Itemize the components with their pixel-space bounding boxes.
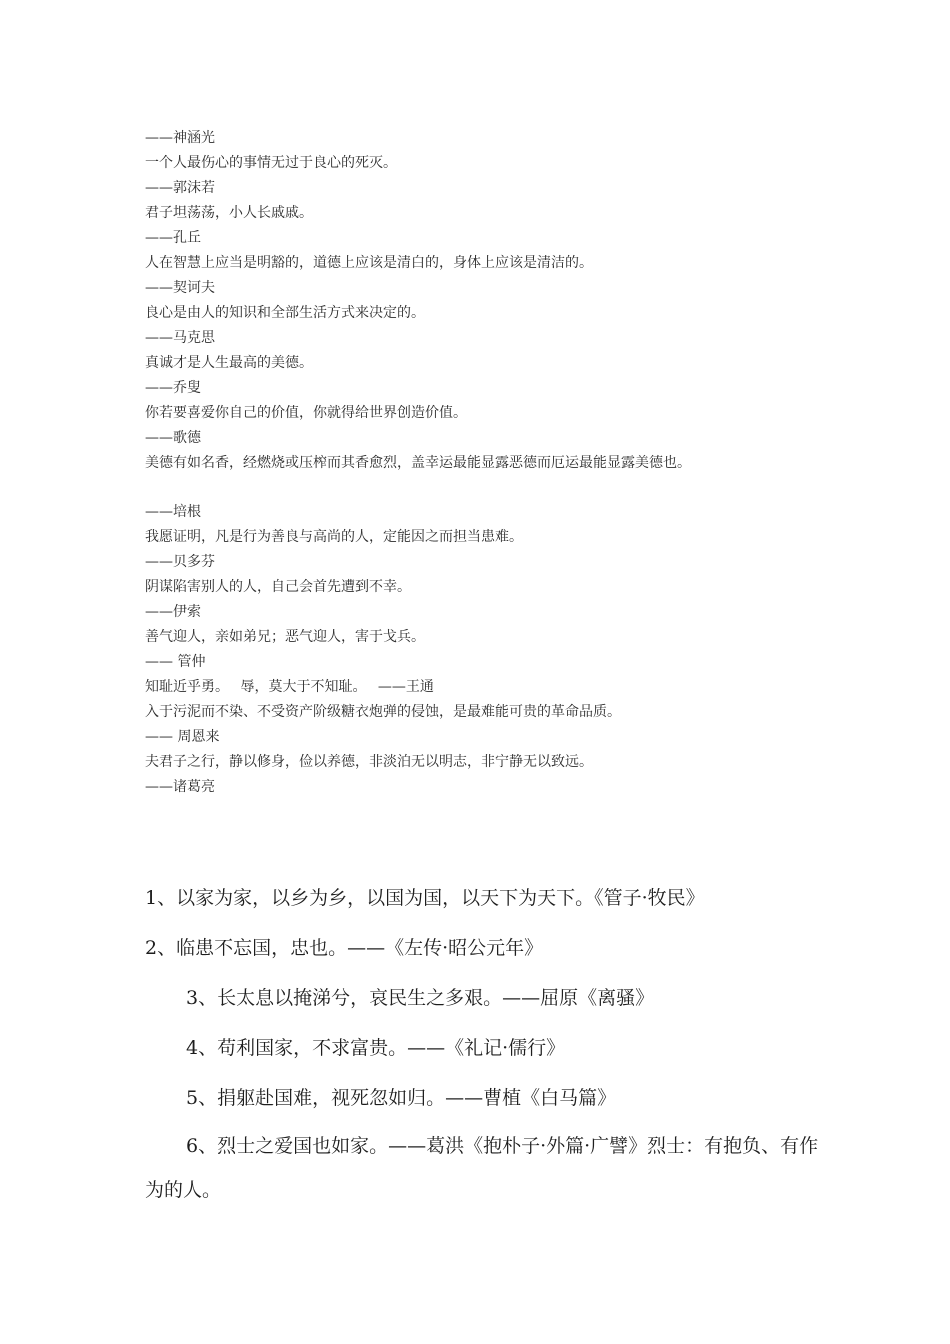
quote-attribution: ——诸葛亮 xyxy=(145,779,215,795)
list-item: 6、烈士之爱国也如家。——葛洪《抱朴子·外篇·广譬》烈士：有抱负、有作为的人。 xyxy=(145,1135,819,1201)
quote-text: 良心是由人的知识和全部生活方式来决定的。 xyxy=(145,305,425,321)
quote-text: 知耻近乎勇。 辱，莫大于不知耻。 ——王通 xyxy=(145,679,434,695)
quote-attribution: ——马克思 xyxy=(145,330,215,346)
list-item: 2、临患不忘国，忠也。——《左传·昭公元年》 xyxy=(145,937,544,959)
quote-text: 善气迎人，亲如弟兄；恶气迎人，害于戈兵。 xyxy=(145,629,425,645)
quote-attribution: —— 管仲 xyxy=(145,654,206,670)
quote-text: 阴谋陷害别人的人，自己会首先遭到不幸。 xyxy=(145,579,411,595)
patriotic-quotes-list xyxy=(145,874,825,1214)
quote-attribution: ——乔叟 xyxy=(145,380,201,396)
quote-text: 真诚才是人生最高的美德。 xyxy=(145,355,313,371)
quote-text: 人在智慧上应当是明豁的，道德上应该是清白的，身体上应该是清洁的。 xyxy=(145,255,593,271)
quote-attribution: ——伊索 xyxy=(145,604,201,620)
quotes-section xyxy=(145,126,845,800)
quote-attribution: ——孔丘 xyxy=(145,230,201,246)
quote-attribution: ——郭沫若 xyxy=(145,180,215,196)
quote-text: 一个人最伤心的事情无过于良心的死灭。 xyxy=(145,155,397,171)
quote-attribution: ——神涵光 xyxy=(145,130,215,146)
list-item: 4、苟利国家，不求富贵。——《礼记·儒行》 xyxy=(186,1037,566,1059)
quote-attribution: ——契诃夫 xyxy=(145,280,215,296)
quote-text: 我愿证明，凡是行为善良与高尚的人，定能因之而担当患难。 xyxy=(145,529,523,545)
list-item: 3、长太息以掩涕兮，哀民生之多艰。——屈原《离骚》 xyxy=(186,987,655,1009)
quote-text: 入于污泥而不染、不受资产阶级糖衣炮弹的侵蚀，是最难能可贵的革命品质。 xyxy=(145,704,621,720)
quote-attribution: —— 周恩来 xyxy=(145,729,220,745)
quote-attribution: ——歌德 xyxy=(145,430,201,446)
quote-attribution: ——贝多芬 xyxy=(145,554,215,570)
quote-attribution: ——培根 xyxy=(145,504,201,520)
list-item: 5、捐躯赴国难，视死忽如归。——曹植《白马篇》 xyxy=(186,1087,617,1109)
list-item: 1、以家为家，以乡为乡，以国为国，以天下为天下。《管子·牧民》 xyxy=(145,887,705,909)
quote-text: 你若要喜爱你自己的价值，你就得给世界创造价值。 xyxy=(145,405,467,421)
quote-text: 美德有如名香，经燃烧或压榨而其香愈烈，盖幸运最能显露恶德而厄运最能显露美德也。 xyxy=(145,455,691,471)
quote-text: 夫君子之行，静以修身，俭以养德，非淡泊无以明志，非宁静无以致远。 xyxy=(145,754,593,770)
quote-text: 君子坦荡荡，小人长戚戚。 xyxy=(145,205,313,221)
